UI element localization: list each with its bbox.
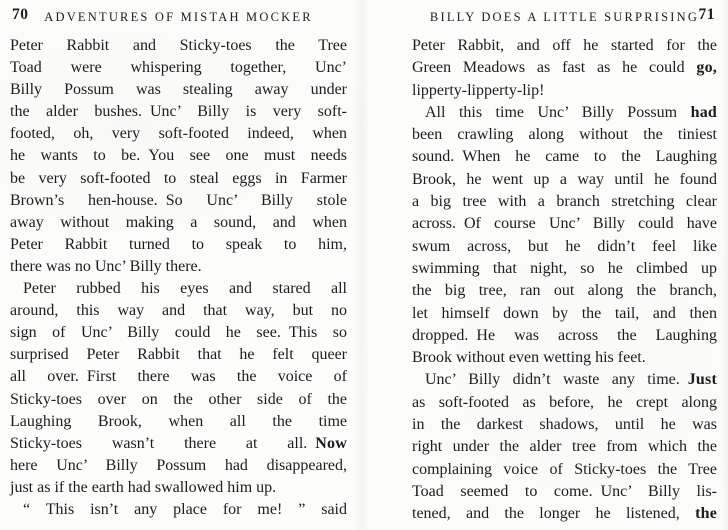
page-number-right: 71: [698, 6, 715, 23]
text-line: as soft-footed as before, he crept along: [412, 393, 717, 411]
chapter-title-right: BILLY DOES A LITTLE SURPRISING: [429, 10, 700, 24]
text-line: Unc’ Billy didn’t waste any time. Just: [425, 371, 717, 389]
text-line: swimming that night, so he climbed up: [412, 259, 717, 277]
text-line: all over. First there was the voice of: [10, 368, 347, 386]
text-line: across. Of course Unc’ Billy could have: [412, 215, 717, 233]
page-body-left: [10, 35, 347, 521]
text-line: around, this way and that way, but no: [10, 302, 347, 320]
text-line: tened, and the longer he listened, the: [412, 505, 717, 523]
text-line: here Unc’ Billy Possum had disappeared,: [10, 456, 347, 474]
text-line: footed, oh, very soft-footed indeed, when: [10, 125, 347, 143]
page-body-right: [412, 35, 717, 526]
text-line: Billy Possum was stealing away under: [10, 81, 347, 99]
text-line: the big tree, ran out along the branch,: [412, 282, 717, 300]
text-line: sign of Unc’ Billy could he see. This so: [10, 324, 347, 342]
chapter-title-left: ADVENTURES OF MISTAH MOCKER: [44, 10, 313, 24]
text-line: be very soft-footed to steal eggs in Farmer: [10, 169, 347, 187]
text-line: Sticky-toes over on the other side of the: [10, 390, 347, 408]
text-line: Brook without even wetting his feet.: [412, 349, 646, 367]
text-line: Sticky-toes wasn’t there at all. Now: [10, 434, 347, 452]
text-line: lipperty-lipperty-lip!: [412, 81, 545, 99]
text-line: let himself down by the tail, and then: [412, 304, 717, 322]
text-line: Peter Rabbit, and off he started for the: [412, 37, 717, 54]
text-line: Toad were whispering together, Unc’: [10, 59, 347, 77]
text-line: surprised Peter Rabbit that he felt queer: [10, 346, 347, 364]
running-head-right: [412, 8, 717, 24]
text-line: just as if the earth had swallowed him up.: [10, 478, 277, 496]
text-line: the alder bushes. Unc’ Billy is very soft-: [10, 103, 347, 121]
text-line: right under the alder tree from which the: [412, 438, 717, 456]
text-line: there was no Unc’ Billy there.: [10, 257, 202, 275]
running-head-left: [10, 8, 347, 24]
text-line: Peter rubbed his eyes and stared all: [23, 280, 347, 298]
text-line: in the darkest shadows, until he was: [412, 416, 717, 434]
text-line: away without making a sound, and when: [10, 213, 347, 231]
text-line: a big tree with a branch stretching clear: [412, 193, 717, 211]
text-line: Laughing Brook, when all the time: [10, 412, 347, 430]
text-line: complaining voice of Sticky-toes the Tree: [412, 460, 717, 478]
text-line: Brown’s hen-house. So Unc’ Billy stole: [10, 191, 347, 209]
text-line: Brook, he went up a way until he found: [412, 170, 717, 188]
text-line: “ This isn’t any place for me! ” said: [23, 500, 347, 518]
text-line: he wants to be. You see one must needs: [10, 147, 347, 165]
text-line: All this time Unc’ Billy Possum had: [425, 103, 717, 121]
text-line: Toad seemed to come. Unc’ Billy lis-: [412, 482, 717, 500]
page-right: [412, 8, 717, 526]
text-line: dropped. He was across the Laughing: [412, 326, 717, 344]
text-line: sound. When he came to the Laughing: [412, 148, 717, 166]
text-line: Peter Rabbit and Sticky-toes the Tree: [10, 37, 347, 54]
text-line: swum across, but he didn’t feel like: [412, 237, 717, 255]
page-number-left: 70: [12, 6, 29, 23]
text-line: Green Meadows as fast as he could go,: [412, 59, 717, 77]
text-line: Peter Rabbit turned to speak to him,: [10, 235, 347, 253]
text-line: been crawling along without the tiniest: [412, 126, 717, 144]
page-left: [10, 8, 347, 521]
